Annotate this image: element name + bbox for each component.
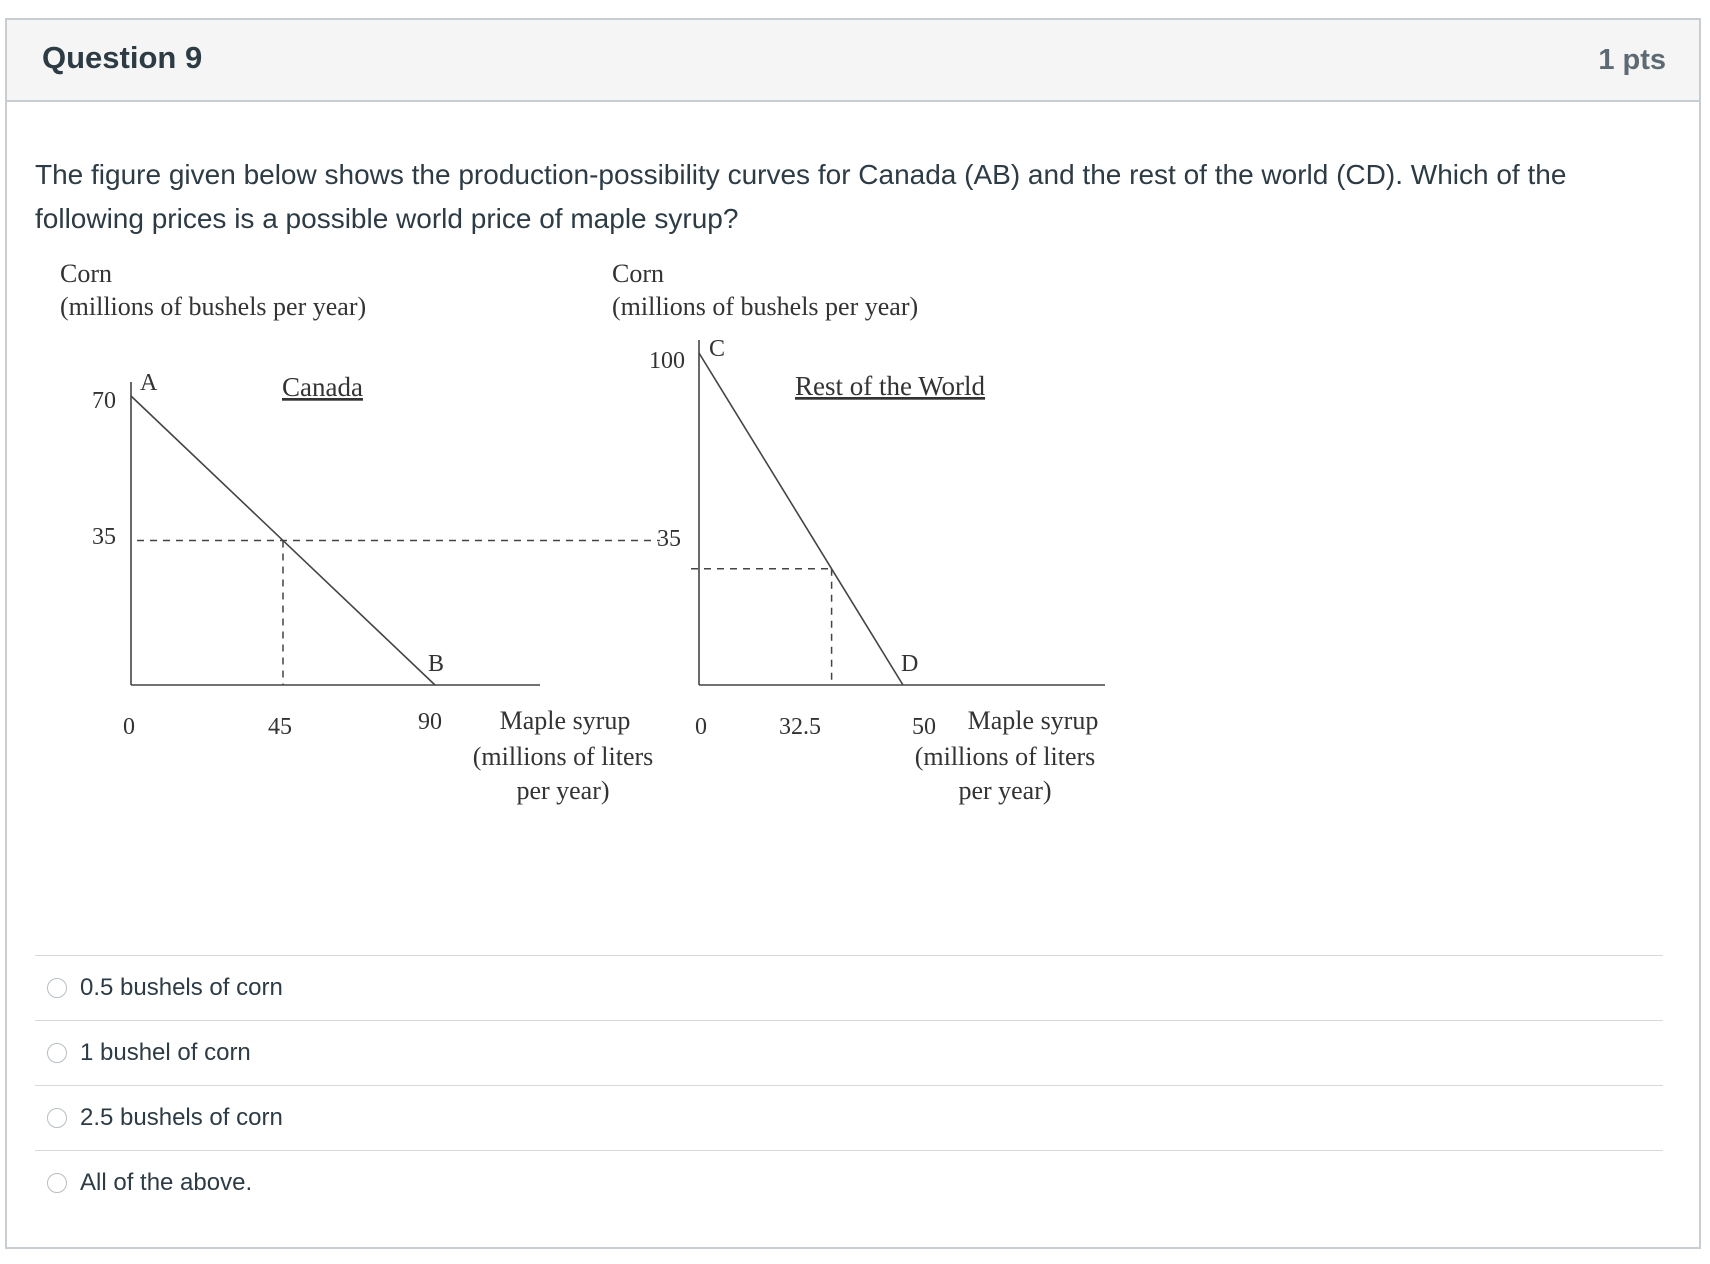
canada-xlabel-line2: (millions of liters — [472, 742, 654, 771]
row-xlabel-line3: per year) — [958, 776, 1052, 805]
question-header — [7, 20, 1699, 102]
point-b-label: B — [428, 651, 445, 677]
answer-option[interactable] — [35, 1085, 1663, 1150]
row-xtick-0: 0 — [695, 714, 707, 740]
row-ylabel-line1: Corn — [612, 262, 664, 288]
radio-button[interactable] — [47, 1173, 67, 1193]
row-xtick-32-5: 32.5 — [779, 714, 821, 740]
canada-xlabel-line1: Maple syrup — [499, 706, 631, 735]
row-title: Rest of the World — [795, 371, 986, 401]
canada-ylabel-line2: (millions of bushels per year) — [60, 292, 367, 321]
row-ylabel-line2: (millions of bushels per year) — [612, 292, 919, 321]
radio-button[interactable] — [47, 1043, 67, 1063]
answer-label: 0.5 bushels of corn — [80, 974, 283, 1001]
answer-option[interactable] — [35, 955, 1663, 1020]
canada-ytick-70: 70 — [92, 388, 116, 414]
answer-label: All of the above. — [80, 1169, 253, 1196]
answer-label: 2.5 bushels of corn — [80, 1104, 283, 1131]
row-xlabel-line1: Maple syrup — [967, 706, 1099, 735]
canada-title: Canada — [282, 372, 363, 402]
ppc-figure — [30, 262, 1230, 902]
answer-list — [35, 955, 1663, 1215]
row-ytick-35: 35 — [657, 526, 681, 552]
canada-xtick-0: 0 — [123, 714, 135, 740]
answer-option[interactable] — [35, 1150, 1663, 1215]
canada-ylabel-line1: Corn — [60, 262, 112, 288]
point-c-label: C — [709, 336, 726, 362]
radio-button[interactable] — [47, 978, 67, 998]
canada-xtick-45: 45 — [268, 714, 292, 740]
answer-label: 1 bushel of corn — [80, 1039, 251, 1066]
canada-xtick-90: 90 — [418, 709, 442, 735]
row-ytick-100: 100 — [649, 348, 685, 374]
row-ppc-line — [699, 353, 903, 685]
row-xtick-50: 50 — [912, 714, 936, 740]
answer-option[interactable] — [35, 1020, 1663, 1085]
point-a-label: A — [140, 370, 158, 396]
canada-ytick-35: 35 — [92, 524, 116, 550]
point-d-label: D — [901, 651, 919, 677]
question-points: 1 pts — [1598, 44, 1666, 76]
question-title: Question 9 — [42, 40, 203, 75]
question-text: The figure given below shows the production-possibility curves for Canada (AB) and the rest of the world (CD). Which of the following prices is a possible world price of maple syrup? — [35, 159, 1567, 234]
radio-button[interactable] — [47, 1108, 67, 1128]
row-xlabel-line2: (millions of liters — [914, 742, 1096, 771]
canada-xlabel-line3: per year) — [516, 776, 610, 805]
